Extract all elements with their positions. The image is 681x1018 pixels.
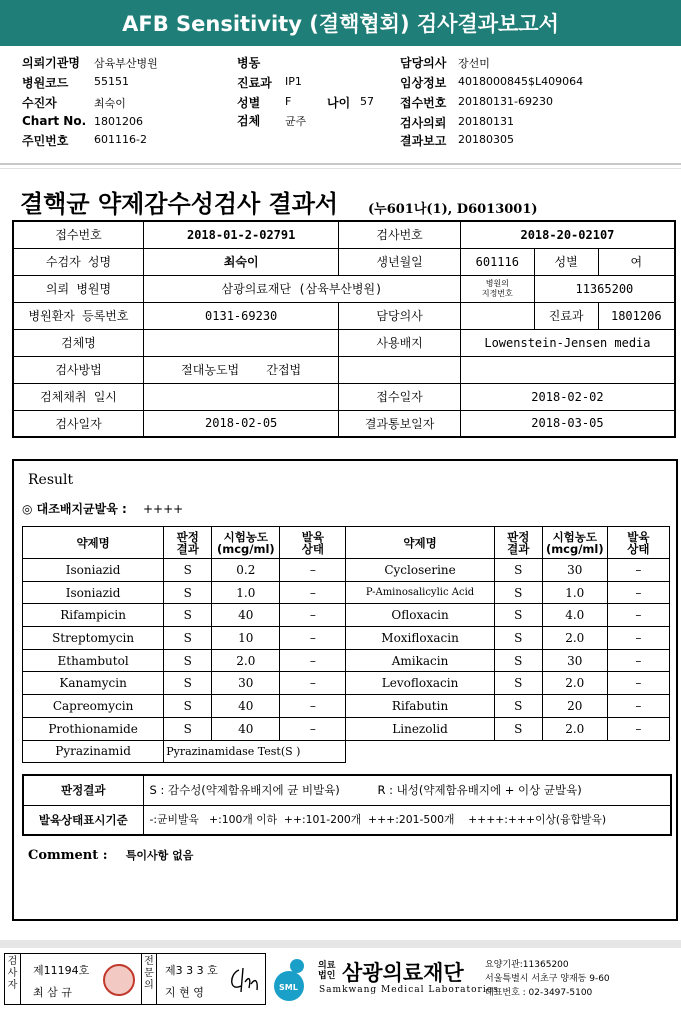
hospital-name: 삼광의료재단 (삼육부산병원) xyxy=(144,275,461,302)
col-drug: 약제명 xyxy=(23,527,164,559)
judge-s: S : 감수성(약제함유배지에 균 비발육) xyxy=(149,783,340,798)
sex: 여 xyxy=(598,248,675,275)
header-label: 검사의뢰 xyxy=(400,116,447,130)
result-title: Result xyxy=(28,472,74,488)
growth-status: – xyxy=(607,604,669,627)
drug-name: Rifabutin xyxy=(346,695,494,718)
drug-name: Levofloxacin xyxy=(346,672,494,695)
growth-status: – xyxy=(280,695,346,718)
table-row xyxy=(23,604,670,627)
test-conc: 4.0 xyxy=(542,604,607,627)
col-judge-line: 결과 xyxy=(507,541,530,556)
dept-label: 진료과 xyxy=(534,302,598,329)
signature-box xyxy=(4,953,266,1005)
header-value: 55151 xyxy=(94,75,129,88)
header-label: 주민번호 xyxy=(22,134,69,148)
col-growth xyxy=(280,527,346,559)
growth-status: – xyxy=(607,717,669,740)
test-conc: 10 xyxy=(212,627,280,650)
drug-name: Rifampicin xyxy=(23,604,164,627)
examiner-vertical-label xyxy=(5,954,21,1004)
dept: 1801206 xyxy=(598,302,675,329)
judgement-legend-table xyxy=(22,774,672,836)
test-conc: 0.2 xyxy=(212,559,280,582)
org-prefix xyxy=(318,961,335,981)
test-conc: 30 xyxy=(542,649,607,672)
table-row xyxy=(13,356,675,383)
result-section xyxy=(12,459,678,921)
footer-divider xyxy=(0,940,681,948)
medium: Lowenstein-Jensen media xyxy=(460,329,675,356)
drug-name: Ofloxacin xyxy=(346,604,494,627)
drug-name: Ethambutol xyxy=(23,649,164,672)
notify-date-label: 결과통보일자 xyxy=(339,410,461,437)
table-header-row xyxy=(23,527,670,559)
collect xyxy=(144,383,339,410)
drug-name: Kanamycin xyxy=(23,672,164,695)
judge-result: S xyxy=(494,649,542,672)
col-conc-line: (mcg/ml) xyxy=(216,541,275,556)
org-info xyxy=(485,958,610,1000)
col-conc-line: 시험농도 xyxy=(223,529,269,544)
col-growth-line: 상태 xyxy=(301,541,325,556)
header-value: 1801206 xyxy=(94,115,143,128)
method-value: 간접법 xyxy=(266,363,302,377)
judge-result: S xyxy=(164,717,212,740)
org-name-en: Samkwang Medical Laboratories xyxy=(319,985,499,995)
control-growth-icon: ◎ xyxy=(22,502,33,516)
comment-text: 특이사항 없음 xyxy=(125,849,194,862)
drug-name: Isoniazid xyxy=(23,581,164,604)
signature-icon xyxy=(225,964,261,996)
table-row xyxy=(23,581,670,604)
patient-info-table xyxy=(12,220,676,438)
collect-label: 검체채취 일시 xyxy=(13,383,144,410)
col-judge-line: 판정 xyxy=(176,529,199,544)
specialist-label-char: 의 xyxy=(144,980,154,991)
report-header xyxy=(0,50,681,162)
header-label: 접수번호 xyxy=(400,96,447,110)
test-conc: 1.0 xyxy=(212,581,280,604)
growth-status: – xyxy=(280,627,346,650)
growth-status: – xyxy=(280,649,346,672)
header-label: 성별 xyxy=(237,96,261,110)
header-value: IP1 xyxy=(285,75,302,88)
method xyxy=(144,356,339,383)
drug-name: Amikacin xyxy=(346,649,494,672)
table-row xyxy=(23,740,670,763)
table-row xyxy=(13,275,675,302)
judge-r: R : 내성(약제함유배지에 + 이상 균발육) xyxy=(377,783,582,798)
table-row xyxy=(13,329,675,356)
header-value: 4018000845$L409064 xyxy=(458,75,584,88)
drug-name: Capreomycin xyxy=(23,695,164,718)
specialist-label-char: 전 xyxy=(144,956,154,967)
header-value: F xyxy=(285,95,292,108)
table-row xyxy=(23,695,670,718)
method-label: 검사방법 xyxy=(13,356,144,383)
header-value: 20180131 xyxy=(458,115,514,128)
col-conc xyxy=(212,527,280,559)
drug-name: Isoniazid xyxy=(23,559,164,582)
drug-name: Moxifloxacin xyxy=(346,627,494,650)
table-row xyxy=(13,221,675,248)
header-divider xyxy=(0,163,681,165)
hospital-code-label-line: 지정번호 xyxy=(481,288,513,298)
header-value: 최숙이 xyxy=(94,97,126,110)
growth-status: – xyxy=(280,717,346,740)
test-conc: 40 xyxy=(212,695,280,718)
judge-result: S xyxy=(164,581,212,604)
judge-result: S xyxy=(164,695,212,718)
table-row xyxy=(23,649,670,672)
test-conc: 40 xyxy=(212,717,280,740)
judge-result: S xyxy=(164,649,212,672)
header-label: 병원코드 xyxy=(22,76,69,90)
drug-name: Pyrazinamid xyxy=(23,740,164,763)
test-conc: 2.0 xyxy=(542,717,607,740)
pza-result: Pyrazinamidase Test(S ) xyxy=(164,740,346,763)
notify-date: 2018-03-05 xyxy=(460,410,675,437)
specialist-label-char: 문 xyxy=(144,968,154,979)
receipt-no-label: 접수번호 xyxy=(13,221,144,248)
header-value: 삼육부산병원 xyxy=(94,57,158,70)
header-label: 수진자 xyxy=(22,96,57,110)
sex-label: 성별 xyxy=(534,248,598,275)
judge-result: S xyxy=(494,672,542,695)
table-row xyxy=(13,248,675,275)
header-label: Chart No. xyxy=(22,114,87,128)
dob: 601116 xyxy=(460,248,534,275)
org-code: 요양기관:11365200 xyxy=(485,960,569,970)
header-label: 결과보고 xyxy=(400,134,447,148)
test-conc: 2.0 xyxy=(542,672,607,695)
header-label: 검체 xyxy=(237,114,261,128)
header-value: 57 xyxy=(360,95,374,108)
hospital-code: 11365200 xyxy=(534,275,675,302)
table-row xyxy=(13,410,675,437)
table-row xyxy=(13,302,675,329)
hospital-label: 의뢰 병원명 xyxy=(13,275,144,302)
specimen-label: 검체명 xyxy=(13,329,144,356)
header-label: 임상정보 xyxy=(400,76,447,90)
header-value: 장선미 xyxy=(458,57,490,70)
test-conc: 1.0 xyxy=(542,581,607,604)
growth-status: – xyxy=(607,672,669,695)
drug-name: Linezolid xyxy=(346,717,494,740)
header-label: 의뢰기관명 xyxy=(22,56,80,70)
growth-status: – xyxy=(607,627,669,650)
drug-name: Cycloserine xyxy=(346,559,494,582)
document-subtitle: (누601나(1), D6013001) xyxy=(368,202,538,217)
col-judge-line: 판정 xyxy=(507,529,530,544)
table-row xyxy=(23,805,671,835)
specialist-vertical-label xyxy=(141,954,157,1004)
header-value: 20180305 xyxy=(458,133,514,146)
examiner-no: 제11194호 xyxy=(33,964,90,977)
header-value: 균주 xyxy=(285,115,307,128)
growth-status: – xyxy=(280,559,346,582)
header-value: 601116-2 xyxy=(94,133,147,146)
growth-status: – xyxy=(607,581,669,604)
col-drug: 약제명 xyxy=(346,527,494,559)
judge-label: 판정결과 xyxy=(23,775,143,805)
table-row xyxy=(23,672,670,695)
table-row xyxy=(23,775,671,805)
col-conc-line: (mcg/ml) xyxy=(545,541,604,556)
col-judge xyxy=(164,527,212,559)
judge-result: S xyxy=(164,672,212,695)
examiner-label-char: 검 xyxy=(7,956,18,967)
reg-no-label: 병원환자 등록번호 xyxy=(13,302,144,329)
logo-text: SML xyxy=(279,983,298,992)
patient-name: 최숙이 xyxy=(144,248,339,275)
drug-sensitivity-table xyxy=(22,526,670,763)
test-date-label: 검사일자 xyxy=(13,410,144,437)
empty-cell xyxy=(339,356,461,383)
judge-result: S xyxy=(494,559,542,582)
drug-name: Streptomycin xyxy=(23,627,164,650)
org-phone: 대표번호 : 02-3497-5100 xyxy=(485,988,593,998)
judge-result: S xyxy=(164,627,212,650)
table-row xyxy=(23,717,670,740)
report-title: AFB Sensitivity (결핵협회) 검사결과보고서 xyxy=(122,12,559,36)
medium-label: 사용배지 xyxy=(339,329,461,356)
judge-result: S xyxy=(494,695,542,718)
seal-icon xyxy=(103,964,135,996)
growth-std-label: 발육상태표시기준 xyxy=(23,805,143,835)
sml-logo-icon xyxy=(271,956,307,1002)
test-date: 2018-02-05 xyxy=(144,410,339,437)
growth-status: – xyxy=(280,604,346,627)
hospital-code-label-line: 병원의 xyxy=(485,278,509,288)
header-divider xyxy=(0,168,681,169)
examiner-label-char: 사 xyxy=(7,968,18,979)
col-conc xyxy=(542,527,607,559)
empty-cell xyxy=(460,356,675,383)
test-no: 2018-20-02107 xyxy=(460,221,675,248)
recv-date-label: 접수일자 xyxy=(339,383,461,410)
control-growth xyxy=(22,500,183,517)
org-address: 서울특별시 서초구 양재동 9-60 xyxy=(485,974,610,984)
table-row xyxy=(23,627,670,650)
col-judge-line: 결과 xyxy=(176,541,199,556)
header-label: 병동 xyxy=(237,56,261,70)
judge-result: S xyxy=(164,559,212,582)
receipt-no: 2018-01-2-02791 xyxy=(144,221,339,248)
control-growth-value: ++++ xyxy=(142,502,184,516)
growth-status: – xyxy=(607,649,669,672)
comment-label: Comment : xyxy=(28,848,108,863)
test-no-label: 검사번호 xyxy=(339,221,461,248)
specimen xyxy=(144,329,339,356)
document-title: 결핵균 약제감수성검사 결과서 xyxy=(20,189,339,218)
col-conc-line: 시험농도 xyxy=(552,529,597,544)
report-title-bar xyxy=(0,0,681,46)
control-growth-label: 대조배지균발육 : xyxy=(36,502,127,516)
org-prefix-line: 의료 xyxy=(318,961,336,971)
header-label: 진료과 xyxy=(237,76,272,90)
growth-status: – xyxy=(607,695,669,718)
doctor xyxy=(460,302,534,329)
empty-cell xyxy=(346,740,670,763)
col-growth xyxy=(607,527,669,559)
judge-result: S xyxy=(494,717,542,740)
examiner-name: 최 삼 규 xyxy=(33,986,72,999)
col-growth-line: 발육 xyxy=(301,529,325,544)
hospital-code-label xyxy=(460,275,534,302)
doctor-label: 담당의사 xyxy=(339,302,461,329)
test-conc: 30 xyxy=(212,672,280,695)
dob-label: 생년월일 xyxy=(339,248,461,275)
test-conc: 20 xyxy=(542,695,607,718)
patient-name-label: 수검자 성명 xyxy=(13,248,144,275)
examiner-label-char: 자 xyxy=(7,980,18,991)
judge-legend xyxy=(143,775,671,805)
table-row xyxy=(23,559,670,582)
growth-status: – xyxy=(280,581,346,604)
org-name: 삼광의료재단 xyxy=(342,961,464,985)
test-conc: 30 xyxy=(542,559,607,582)
org-prefix-line: 법인 xyxy=(318,971,336,981)
growth-status: – xyxy=(607,559,669,582)
drug-name: Prothionamide xyxy=(23,717,164,740)
table-row xyxy=(13,383,675,410)
judge-result: S xyxy=(494,581,542,604)
col-growth-line: 발육 xyxy=(627,529,650,544)
col-growth-line: 상태 xyxy=(627,541,650,556)
judge-result: S xyxy=(494,604,542,627)
drug-rows xyxy=(23,559,670,741)
judge-result: S xyxy=(164,604,212,627)
header-value: 20180131-69230 xyxy=(458,95,553,108)
growth-status: – xyxy=(280,672,346,695)
header-label: 담당의사 xyxy=(400,56,447,70)
comment xyxy=(28,847,193,863)
test-conc: 2.0 xyxy=(212,649,280,672)
test-conc: 2.0 xyxy=(542,627,607,650)
reg-no: 0131-69230 xyxy=(144,302,339,329)
method-value: 절대농도법 xyxy=(181,363,240,377)
growth-std: -:균비발육 +:100개 이하 ++:101-200개 +++:201-500개 ++++:+++이상(융합발육) xyxy=(143,805,671,835)
specialist-name: 지 현 영 xyxy=(165,986,204,999)
header-label: 나이 xyxy=(327,96,351,110)
test-conc: 40 xyxy=(212,604,280,627)
specialist-no: 제3 3 3 호 xyxy=(165,964,218,977)
recv-date: 2018-02-02 xyxy=(460,383,675,410)
col-judge xyxy=(494,527,542,559)
judge-result: S xyxy=(494,627,542,650)
drug-name: P-Aminosalicylic Acid xyxy=(346,581,494,604)
